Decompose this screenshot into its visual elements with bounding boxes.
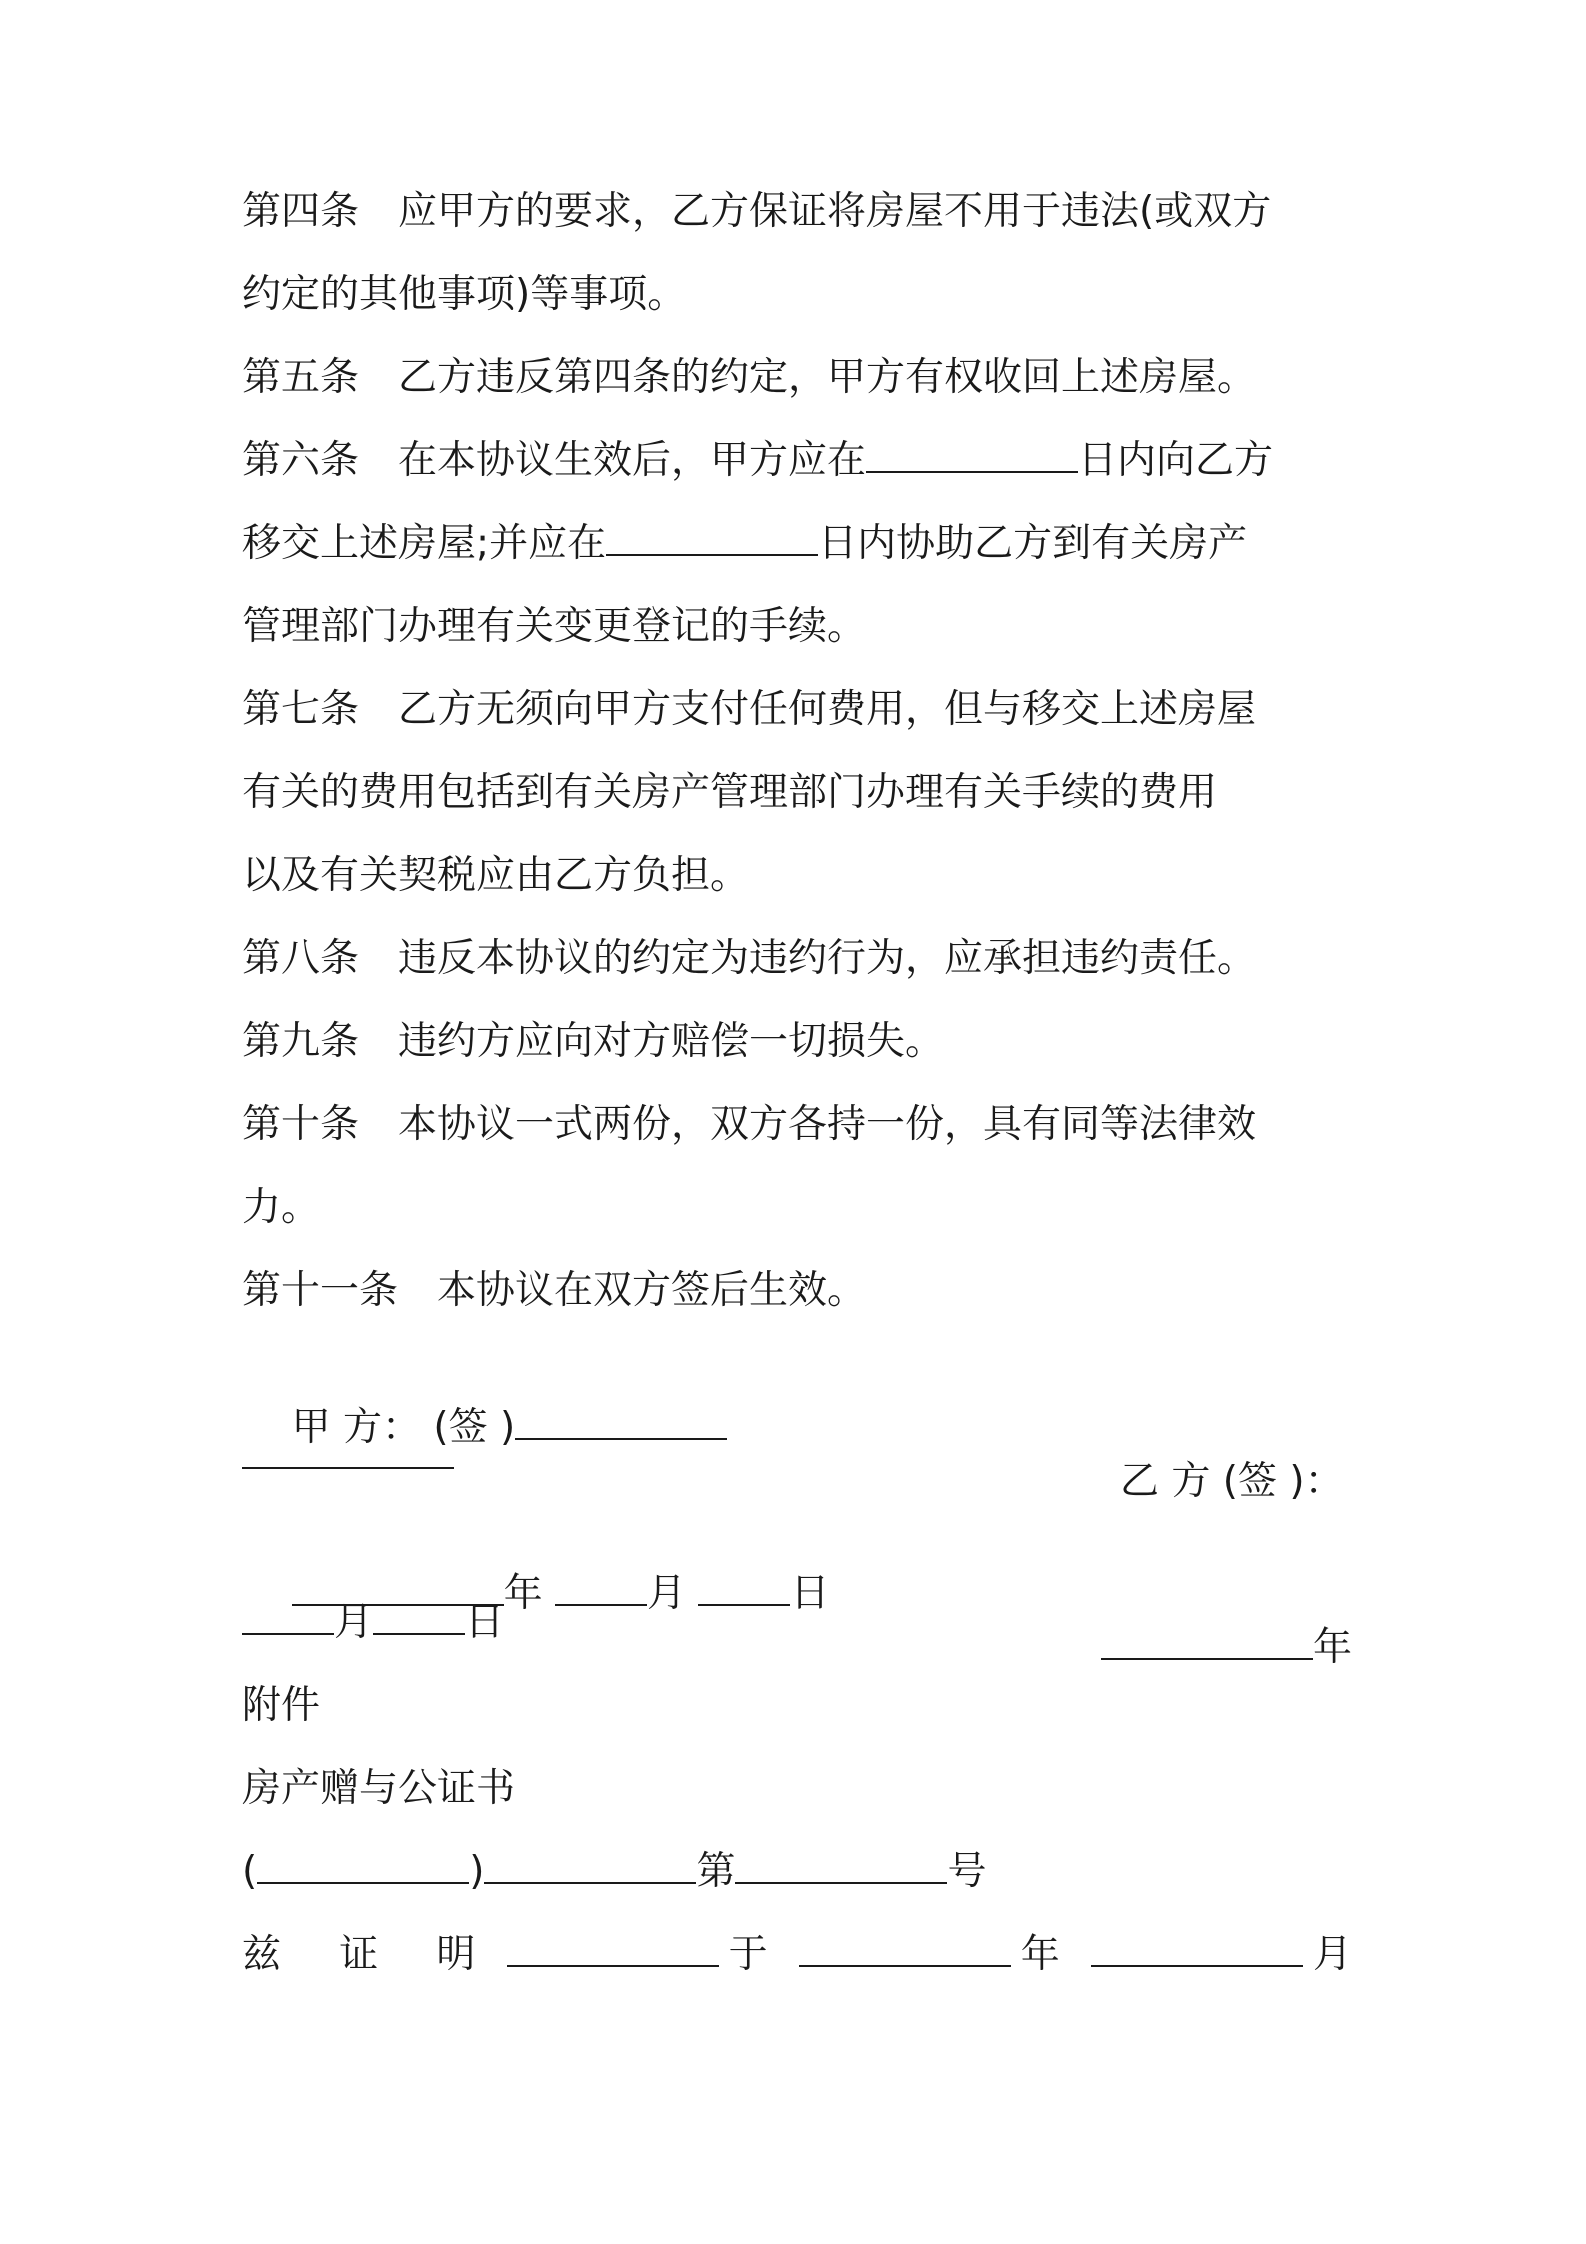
party-b-label: 乙 方 (签 )：	[1120, 1459, 1344, 1504]
date-line	[242, 1513, 1352, 1670]
article-6-text: 日内向乙方	[1078, 438, 1274, 483]
blank-line	[799, 1931, 1011, 1967]
article-4-line-2: 约定的其他事项)等事项。	[242, 272, 687, 317]
article-6-line-3: 管理部门办理有关变更登记的手续。	[242, 604, 867, 649]
paren-close: )	[469, 1849, 485, 1894]
blank-line	[484, 1848, 696, 1884]
blank-line	[606, 520, 818, 556]
day-label: 日	[465, 1600, 505, 1645]
article-6-line-1	[242, 434, 1352, 488]
proof-label: 兹 证 明	[242, 1932, 485, 1977]
certificate-number-line	[242, 1845, 1352, 1899]
month-label: 月	[1303, 1932, 1352, 1977]
signature-line	[242, 1347, 1352, 1504]
proof-line	[242, 1928, 1352, 1982]
year-label: 年	[503, 1571, 543, 1616]
article-9: 第九条 违约方应向对方赔偿一切损失。	[242, 1019, 945, 1064]
day-blank	[373, 1599, 465, 1635]
article-7-line-1: 第七条 乙方无须向甲方支付任何费用，但与移交上述房屋	[242, 687, 1257, 732]
year-label: 年	[1011, 1932, 1070, 1977]
di-label: 第	[696, 1849, 736, 1894]
paren-open: (	[242, 1849, 258, 1894]
article-6-line-2	[242, 517, 1352, 571]
party-b-date-line	[242, 1596, 1352, 1650]
attachment-title: 房产赠与公证书	[242, 1766, 516, 1811]
article-7-line-2: 有关的费用包括到有关房产管理部门办理有关手续的费用	[242, 770, 1218, 815]
article-6-text: 第六条 在本协议生效后，甲方应在	[242, 438, 867, 483]
article-5: 第五条 乙方违反第四条的约定，甲方有权收回上述房屋。	[242, 355, 1257, 400]
blank-line	[1091, 1931, 1303, 1967]
yu-label: 于	[718, 1932, 778, 1977]
attachment-heading: 附件	[242, 1683, 321, 1728]
blank-line	[735, 1848, 947, 1884]
blank-line	[507, 1931, 719, 1967]
article-6-text: 日内协助乙方到有关房产	[818, 521, 1248, 566]
hao-label: 号	[947, 1849, 987, 1894]
article-11: 第十一条 本协议在双方签后生效。	[242, 1268, 867, 1313]
article-10-line-2: 力。	[242, 1185, 321, 1230]
article-8: 第八条 违反本协议的约定为违约行为，应承担违约责任。	[242, 936, 1257, 981]
article-4-line-1: 第四条 应甲方的要求，乙方保证将房屋不用于违法(或双方	[242, 189, 1272, 234]
month-label: 月	[334, 1600, 374, 1645]
month-blank	[242, 1599, 334, 1635]
year-label: 年	[1312, 1625, 1352, 1670]
day-label: 日	[790, 1571, 830, 1616]
blank-line	[257, 1848, 469, 1884]
article-7-line-3: 以及有关契税应由乙方负担。	[242, 853, 750, 898]
month-label: 月	[647, 1571, 687, 1616]
party-a-label: 甲 方： (签 )	[291, 1405, 516, 1450]
article-6-text: 移交上述房屋;并应在	[242, 521, 607, 566]
party-b-sign-line	[242, 1430, 1352, 1484]
blank-line	[866, 437, 1078, 473]
article-10-line-1: 第十条 本协议一式两份，双方各持一份，具有同等法律效	[242, 1102, 1257, 1147]
party-b-sign-blank	[242, 1433, 454, 1469]
